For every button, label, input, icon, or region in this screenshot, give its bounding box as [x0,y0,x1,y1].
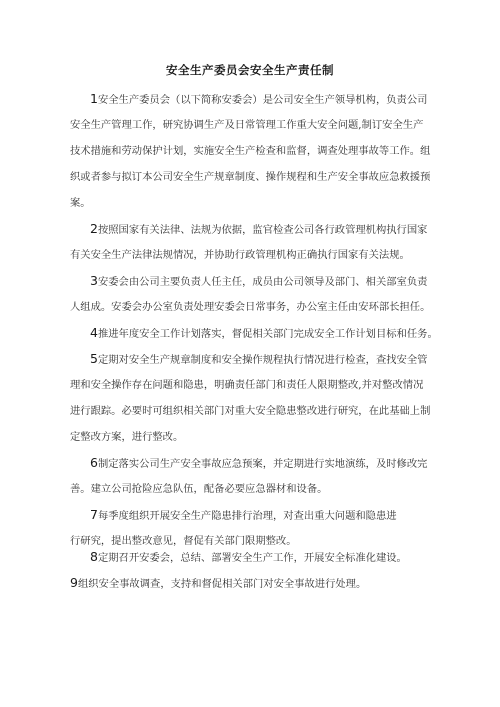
paragraph-text: 推进年度安全工作计划落实，督促相关部门完成安全工作计划目标和任务。 [97,328,438,340]
paragraph-6-line-2: 善。建立公司抢险应急队伍，配备必要应急器材和设备。 [70,483,328,495]
paragraph-number: 4 [90,325,98,340]
paragraph-text: 制定落实公司生产安全事故应急预案，并定期进行实地演练，及时修改完 [97,458,428,470]
paragraph-number: 5 [90,351,98,366]
paragraph-5-line-1 [90,352,427,367]
paragraph-9-line-1 [70,576,366,591]
paragraph-4-line-1 [90,326,438,341]
paragraph-text: 安全生产委员会（以下简称安委会）是公司安全生产领导机构，负责公司 [97,94,428,106]
paragraph-1-line-1 [90,92,427,107]
paragraph-6-line-1 [90,456,427,471]
paragraph-text: 每季度组织开展安全生产隐患排行治理，对查出重大问题和隐患进 [97,510,397,522]
paragraph-text: 定期对安全生产规章制度和安全操作规程执行情况进行检查，查找安全管 [97,354,428,366]
paragraph-text: 按照国家有关法律、法规为依据，监官检查公司各行政管理机构执行国家 [97,224,428,236]
paragraph-1-line-5: 案。 [70,197,91,209]
paragraph-2-line-2: 有关安全生产法律法规情况，并协助行政管理机构正确执行国家有关法规。 [70,249,410,261]
document-title: 安全生产委员会安全生产责任制 [166,63,334,77]
paragraph-number: 7 [90,507,98,522]
paragraph-number: 1 [90,91,98,106]
paragraph-7-line-2: 行研究，提出整改意见，督促有关部门限期整改。 [70,535,297,547]
paragraph-1-line-3: 技术措施和劳动保护计划，实施安全生产检查和监督，调查处理事故等工作。组 [70,145,431,157]
paragraph-2-line-1 [90,222,427,237]
paragraph-7-line-1 [90,508,397,523]
paragraph-5-line-2: 理和安全操作存在问题和隐患，明确责任部门和责任人限期整改,并对整改情况 [70,379,424,391]
paragraph-number: 9 [70,575,78,590]
paragraph-text: 组织安全事故调查，支持和督促相关部门对安全事故进行处理。 [77,578,367,590]
paragraph-text: 安委会由公司主要负责人任主任，成员由公司领导及部门、相关部室负责 [97,276,428,288]
paragraph-1-line-2: 安全生产管理工作，研究协调生产及日常管理工作重大安全问题,制订安全生产 [70,119,424,131]
paragraph-text: 定期召开安委会，总结、部署安全生产工作，开展安全标准化建设。 [97,552,407,564]
paragraph-number: 3 [90,273,98,288]
paragraph-number: 2 [90,221,98,236]
paragraph-1-line-4: 织或者参与拟订本公司安全生产规章制度、操作规程和生产安全事故应急救援预 [70,171,431,183]
paragraph-5-line-3: 进行跟踪。必要时可组织相关部门对重大安全隐患整改进行研究，在此基础上制 [70,405,431,417]
paragraph-number: 8 [90,549,98,564]
paragraph-8-line-1 [90,550,407,565]
paragraph-number: 6 [90,455,98,470]
paragraph-5-line-4: 定整改方案，进行整改。 [70,431,184,443]
paragraph-3-line-2: 人组成。安委会办公室负责处理安委会日常事务，办公室主任由安环部长担任。 [70,301,431,313]
paragraph-3-line-1 [90,274,427,289]
